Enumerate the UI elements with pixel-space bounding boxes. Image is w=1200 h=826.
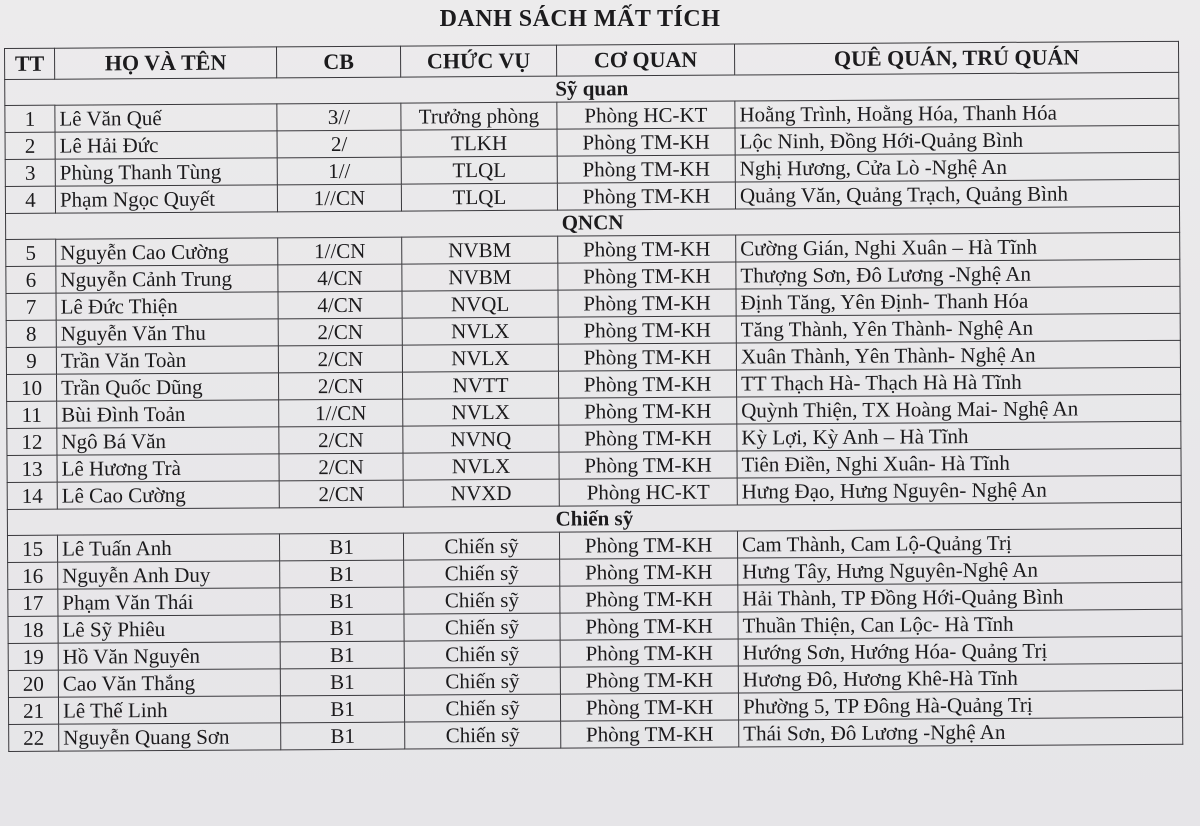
cell-rank: 1//: [277, 157, 401, 185]
cell-name: Nguyễn Cảnh Trung: [56, 265, 278, 293]
header-agency: CƠ QUAN: [556, 44, 734, 76]
cell-hometown: Thái Sơn, Đô Lương -Nghệ An: [739, 717, 1183, 747]
cell-name: Lê Sỹ Phiêu: [58, 615, 280, 643]
cell-agency: Phòng TM-KH: [558, 316, 736, 344]
cell-agency: Phòng TM-KH: [560, 693, 738, 721]
cell-tt: 11: [7, 401, 57, 428]
cell-position: Trưởng phòng: [401, 102, 557, 130]
cell-name: Trần Quốc Dũng: [56, 373, 278, 401]
document-title: DANH SÁCH MẤT TÍCH: [439, 6, 721, 32]
cell-position: NVLX: [403, 452, 559, 480]
cell-agency: Phòng TM-KH: [558, 289, 736, 317]
cell-hometown: Cam Thành, Cam Lộ-Quảng Trị: [737, 528, 1181, 558]
cell-hometown: Thượng Sơn, Đô Lương -Nghệ An: [736, 259, 1180, 289]
cell-name: Lê Đức Thiện: [56, 292, 278, 320]
cell-name: Nguyễn Văn Thu: [56, 319, 278, 347]
cell-position: TLKH: [401, 129, 557, 157]
cell-name: Lê Văn Quế: [55, 104, 277, 132]
cell-rank: 2/CN: [279, 426, 403, 454]
cell-hometown: Tăng Thành, Yên Thành- Nghệ An: [736, 313, 1180, 343]
missing-persons-table: [4, 41, 1183, 752]
cell-position: Chiến sỹ: [404, 667, 560, 695]
cell-rank: 1//CN: [279, 399, 403, 427]
cell-tt: 3: [5, 159, 55, 186]
cell-rank: 2/CN: [278, 372, 402, 400]
table-row: [9, 717, 1183, 751]
cell-hometown: Cường Gián, Nghi Xuân – Hà Tĩnh: [736, 232, 1180, 262]
cell-name: Phùng Thanh Tùng: [55, 158, 277, 186]
header-hometown: QUÊ QUÁN, TRÚ QUÁN: [734, 41, 1178, 75]
cell-hometown: Thuần Thiện, Can Lộc- Hà Tĩnh: [738, 609, 1182, 639]
cell-rank: 2/CN: [279, 453, 403, 481]
cell-agency: Phòng TM-KH: [561, 720, 739, 748]
header-name: HỌ VÀ TÊN: [55, 47, 277, 79]
cell-tt: 5: [6, 239, 56, 266]
cell-rank: B1: [280, 668, 404, 696]
header-position: CHỨC VỤ: [400, 45, 556, 77]
cell-name: Lê Hương Trà: [57, 454, 279, 482]
cell-rank: 2/CN: [279, 480, 403, 508]
cell-name: Lê Tuấn Anh: [57, 534, 279, 562]
cell-agency: Phòng TM-KH: [560, 666, 738, 694]
cell-hometown: Tiên Điền, Nghi Xuân- Hà Tĩnh: [737, 448, 1181, 478]
cell-agency: Phòng TM-KH: [560, 639, 738, 667]
cell-hometown: Hướng Sơn, Hướng Hóa- Quảng Trị: [738, 636, 1182, 666]
cell-agency: Phòng TM-KH: [560, 612, 738, 640]
cell-position: Chiến sỹ: [405, 721, 561, 749]
cell-rank: 4/CN: [278, 291, 402, 319]
cell-name: Nguyễn Anh Duy: [58, 561, 280, 589]
cell-position: Chiến sỹ: [404, 640, 560, 668]
cell-hometown: Lộc Ninh, Đồng Hới-Quảng Bình: [735, 125, 1179, 155]
cell-hometown: Định Tăng, Yên Định- Thanh Hóa: [736, 286, 1180, 316]
cell-position: Chiến sỹ: [404, 613, 560, 641]
cell-agency: Phòng TM-KH: [559, 424, 737, 452]
cell-tt: 17: [8, 589, 58, 616]
cell-name: Lê Hải Đức: [55, 131, 277, 159]
cell-rank: 2/: [277, 130, 401, 158]
cell-name: Lê Cao Cường: [57, 481, 279, 509]
cell-rank: 3//: [277, 103, 401, 131]
cell-agency: Phòng TM-KH: [560, 585, 738, 613]
cell-tt: 12: [7, 428, 57, 455]
cell-rank: 2/CN: [278, 318, 402, 346]
cell-hometown: Kỳ Lợi, Kỳ Anh – Hà Tĩnh: [737, 421, 1181, 451]
section-title: QNCN: [6, 206, 1180, 239]
cell-hometown: Phường 5, TP Đông Hà-Quảng Trị: [738, 690, 1182, 720]
cell-hometown: Nghị Hương, Cửa Lò -Nghệ An: [735, 152, 1179, 182]
cell-agency: Phòng TM-KH: [557, 155, 735, 183]
cell-name: Lê Thế Linh: [58, 696, 280, 724]
cell-position: NVLX: [403, 398, 559, 426]
cell-tt: 14: [7, 482, 57, 509]
cell-agency: Phòng TM-KH: [559, 531, 737, 559]
cell-position: NVBM: [402, 263, 558, 291]
cell-rank: 1//CN: [278, 237, 402, 265]
cell-agency: Phòng TM-KH: [559, 451, 737, 479]
cell-position: NVQL: [402, 290, 558, 318]
cell-tt: 9: [6, 347, 56, 374]
cell-hometown: Hoằng Trình, Hoằng Hóa, Thanh Hóa: [735, 98, 1179, 128]
cell-position: NVLX: [402, 317, 558, 345]
cell-tt: 4: [5, 186, 55, 213]
cell-hometown: Xuân Thành, Yên Thành- Nghệ An: [736, 340, 1180, 370]
cell-position: NVBM: [402, 236, 558, 264]
cell-hometown: TT Thạch Hà- Thạch Hà Hà Tĩnh: [736, 367, 1180, 397]
cell-hometown: Quỳnh Thiện, TX Hoàng Mai- Nghệ An: [737, 394, 1181, 424]
cell-tt: 13: [7, 455, 57, 482]
cell-name: Bùi Đình Toản: [57, 400, 279, 428]
cell-hometown: Hải Thành, TP Đồng Hới-Quảng Bình: [738, 582, 1182, 612]
cell-position: TLQL: [401, 156, 557, 184]
cell-tt: 19: [8, 643, 58, 670]
cell-agency: Phòng TM-KH: [557, 182, 735, 210]
cell-rank: B1: [280, 614, 404, 642]
cell-agency: Phòng TM-KH: [558, 235, 736, 263]
cell-name: Trần Văn Toàn: [56, 346, 278, 374]
cell-rank: B1: [280, 587, 404, 615]
cell-agency: Phòng HC-KT: [559, 478, 737, 506]
cell-tt: 15: [7, 535, 57, 562]
cell-agency: Phòng TM-KH: [559, 397, 737, 425]
cell-agency: Phòng TM-KH: [557, 128, 735, 156]
cell-hometown: Hưng Đạo, Hưng Nguyên- Nghệ An: [737, 475, 1181, 505]
cell-rank: B1: [280, 695, 404, 723]
header-rank: CB: [276, 46, 400, 78]
cell-name: Hồ Văn Nguyên: [58, 642, 280, 670]
cell-tt: 6: [6, 266, 56, 293]
cell-position: NVNQ: [403, 425, 559, 453]
cell-name: Nguyễn Cao Cường: [56, 238, 278, 266]
cell-rank: 4/CN: [278, 264, 402, 292]
section-title: Sỹ quan: [5, 72, 1179, 105]
cell-rank: B1: [281, 722, 405, 750]
cell-agency: Phòng TM-KH: [558, 370, 736, 398]
cell-position: Chiến sỹ: [403, 532, 559, 560]
cell-tt: 20: [8, 670, 58, 697]
cell-position: NVLX: [402, 344, 558, 372]
cell-tt: 22: [9, 724, 59, 751]
table-body: [5, 72, 1183, 751]
cell-name: Phạm Văn Thái: [58, 588, 280, 616]
cell-hometown: Hưng Tây, Hưng Nguyên-Nghệ An: [738, 555, 1182, 585]
cell-rank: B1: [280, 641, 404, 669]
cell-tt: 7: [6, 293, 56, 320]
cell-tt: 10: [6, 374, 56, 401]
cell-agency: Phòng TM-KH: [558, 262, 736, 290]
cell-hometown: Hương Đô, Hương Khê-Hà Tĩnh: [738, 663, 1182, 693]
cell-rank: 2/CN: [278, 345, 402, 373]
cell-tt: 16: [8, 562, 58, 589]
cell-name: Phạm Ngọc Quyết: [55, 185, 277, 213]
cell-name: Cao Văn Thắng: [58, 669, 280, 697]
cell-position: NVXD: [403, 479, 559, 507]
cell-tt: 2: [5, 132, 55, 159]
cell-position: Chiến sỹ: [404, 586, 560, 614]
cell-agency: Phòng TM-KH: [558, 343, 736, 371]
cell-position: TLQL: [401, 183, 557, 211]
cell-name: Nguyễn Quang Sơn: [59, 723, 281, 751]
cell-name: Ngô Bá Văn: [57, 427, 279, 455]
cell-position: Chiến sỹ: [404, 559, 560, 587]
cell-tt: 18: [8, 616, 58, 643]
cell-position: Chiến sỹ: [404, 694, 560, 722]
cell-rank: 1//CN: [277, 184, 401, 212]
cell-tt: 21: [8, 697, 58, 724]
cell-position: NVTT: [402, 371, 558, 399]
cell-agency: Phòng TM-KH: [560, 558, 738, 586]
cell-tt: 1: [5, 105, 55, 132]
cell-agency: Phòng HC-KT: [557, 101, 735, 129]
section-title: Chiến sỹ: [7, 502, 1181, 535]
cell-tt: 8: [6, 320, 56, 347]
cell-rank: B1: [280, 560, 404, 588]
header-tt: TT: [5, 48, 55, 79]
cell-hometown: Quảng Văn, Quảng Trạch, Quảng Bình: [735, 179, 1179, 209]
cell-rank: B1: [279, 533, 403, 561]
